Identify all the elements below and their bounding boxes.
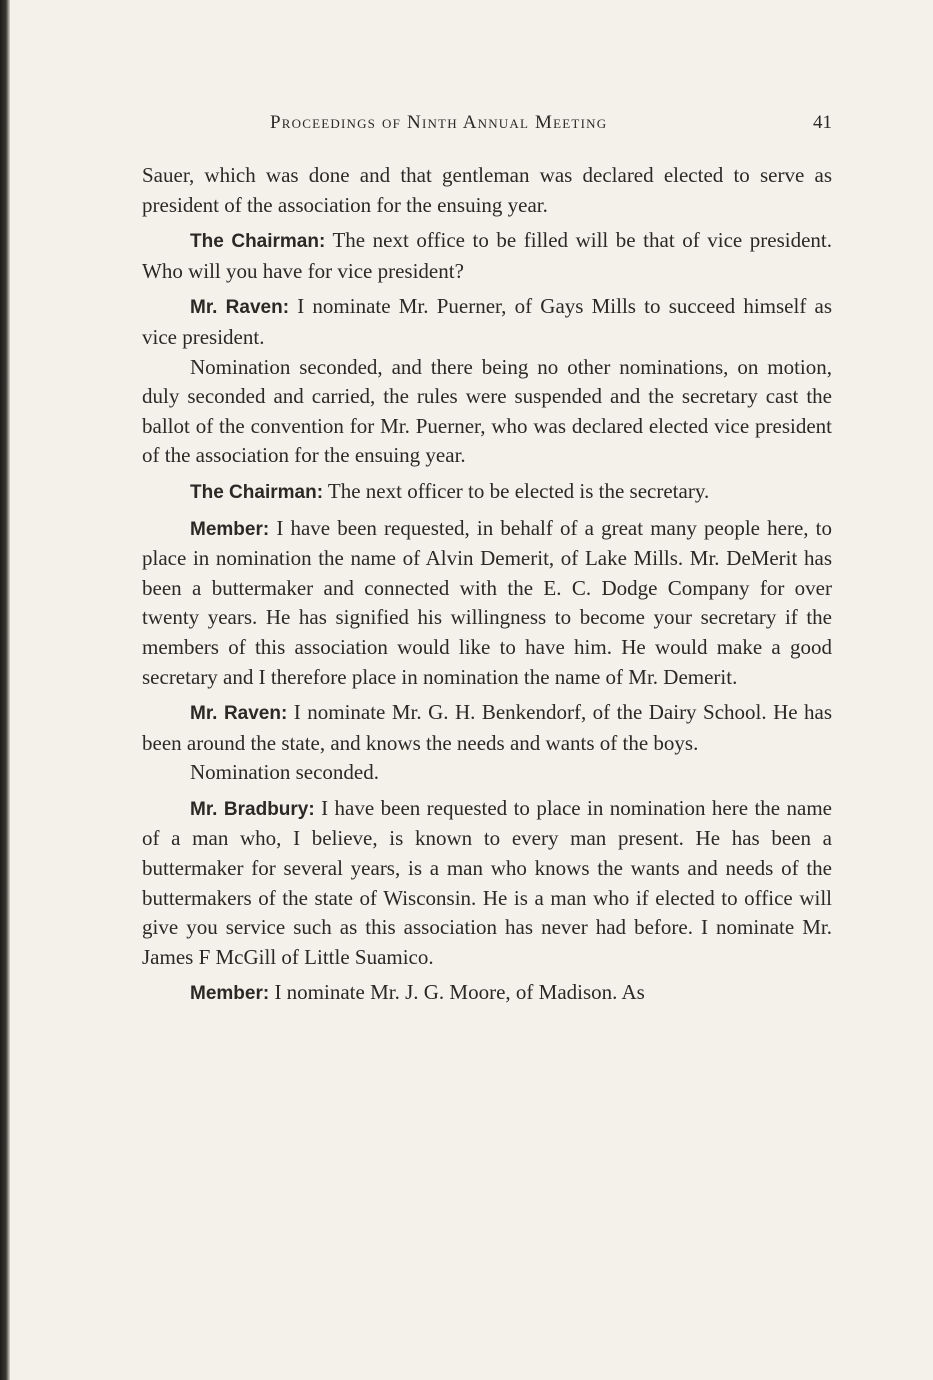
paragraph-10-text: I nominate Mr. J. G. Moore, of Madison. As [274, 980, 645, 1005]
paragraph-4-text: Nomination seconded, and there being no other nominations, on motion, duly seconded and carried, the rules were suspended and the secretary cast the ballot of the convention for Mr. Puerner, who was declared elected vice president of the association for the ensuing year. [142, 354, 832, 468]
speaker-label: Mr. Raven: [190, 703, 288, 725]
page-binding-edge [0, 0, 10, 1380]
paragraph-8-text: Nomination seconded. [190, 760, 379, 785]
paragraph-1-text: Sauer, which was done and that gentleman was declared elected to serve as president of the association for the ensuing year. [142, 163, 832, 217]
paragraph-5 [142, 477, 832, 508]
paragraph-8 [142, 758, 832, 788]
paragraph-2 [142, 226, 832, 286]
speaker-label: Mr. Raven: [190, 297, 290, 319]
paragraph-7-text: I nominate Mr. G. H. Benkendorf, of the Dairy School. He has been around the state, and knows the needs and wants of the boys. [142, 700, 833, 755]
paragraph-9-text: I have been requested to place in nomination here the name of a man who, I believe, is known to every man present. He has been a buttermaker for several years, is a man who knows the wants and needs of the buttermakers of the state of Wisconsin. He is a man who if elected to office will give you service such as this association has never had before. I nominate Mr. James F McGill of Little Suamico. [142, 795, 833, 969]
page-number: 41 [813, 112, 832, 133]
speaker-label: Mr. Bradbury: [190, 798, 315, 820]
body-text [142, 161, 832, 1009]
paragraph-10 [142, 978, 832, 1009]
paragraph-4 [142, 353, 832, 471]
speaker-label: The Chairman: [190, 231, 326, 253]
paragraph-2-text: The next office to be filled will be that of vice president. Who will you have for vice president? [142, 228, 832, 283]
speaker-label: Member: [190, 518, 270, 540]
paragraph-7 [142, 698, 832, 758]
paragraph-3-text: I nominate Mr. Puerner, of Gays Mills to succeed himself as vice president. [142, 294, 833, 349]
paragraph-5-text: The next officer to be elected is the secretary. [327, 478, 710, 503]
paragraph-1 [142, 161, 832, 220]
running-title: Proceedings of Ninth Annual Meeting [270, 112, 608, 133]
speaker-label: The Chairman: [190, 481, 324, 503]
running-head [142, 112, 832, 142]
paragraph-6 [142, 514, 832, 693]
speaker-label: Member: [190, 983, 270, 1005]
paragraph-3 [142, 292, 832, 352]
paragraph-6-text: I have been requested, in behalf of a great many people here, to place in nomination the name of Alvin Demerit, of Lake Mills. Mr. DeMerit has been a buttermaker and connected with the E. C. Dodge Company for over twenty years. He has signified his willingness to become your secretary if the members of this association would like to have him. He would make a good secretary and I therefore place in nomination the name of Mr. Demerit. [142, 515, 833, 689]
paragraph-9 [142, 794, 832, 973]
